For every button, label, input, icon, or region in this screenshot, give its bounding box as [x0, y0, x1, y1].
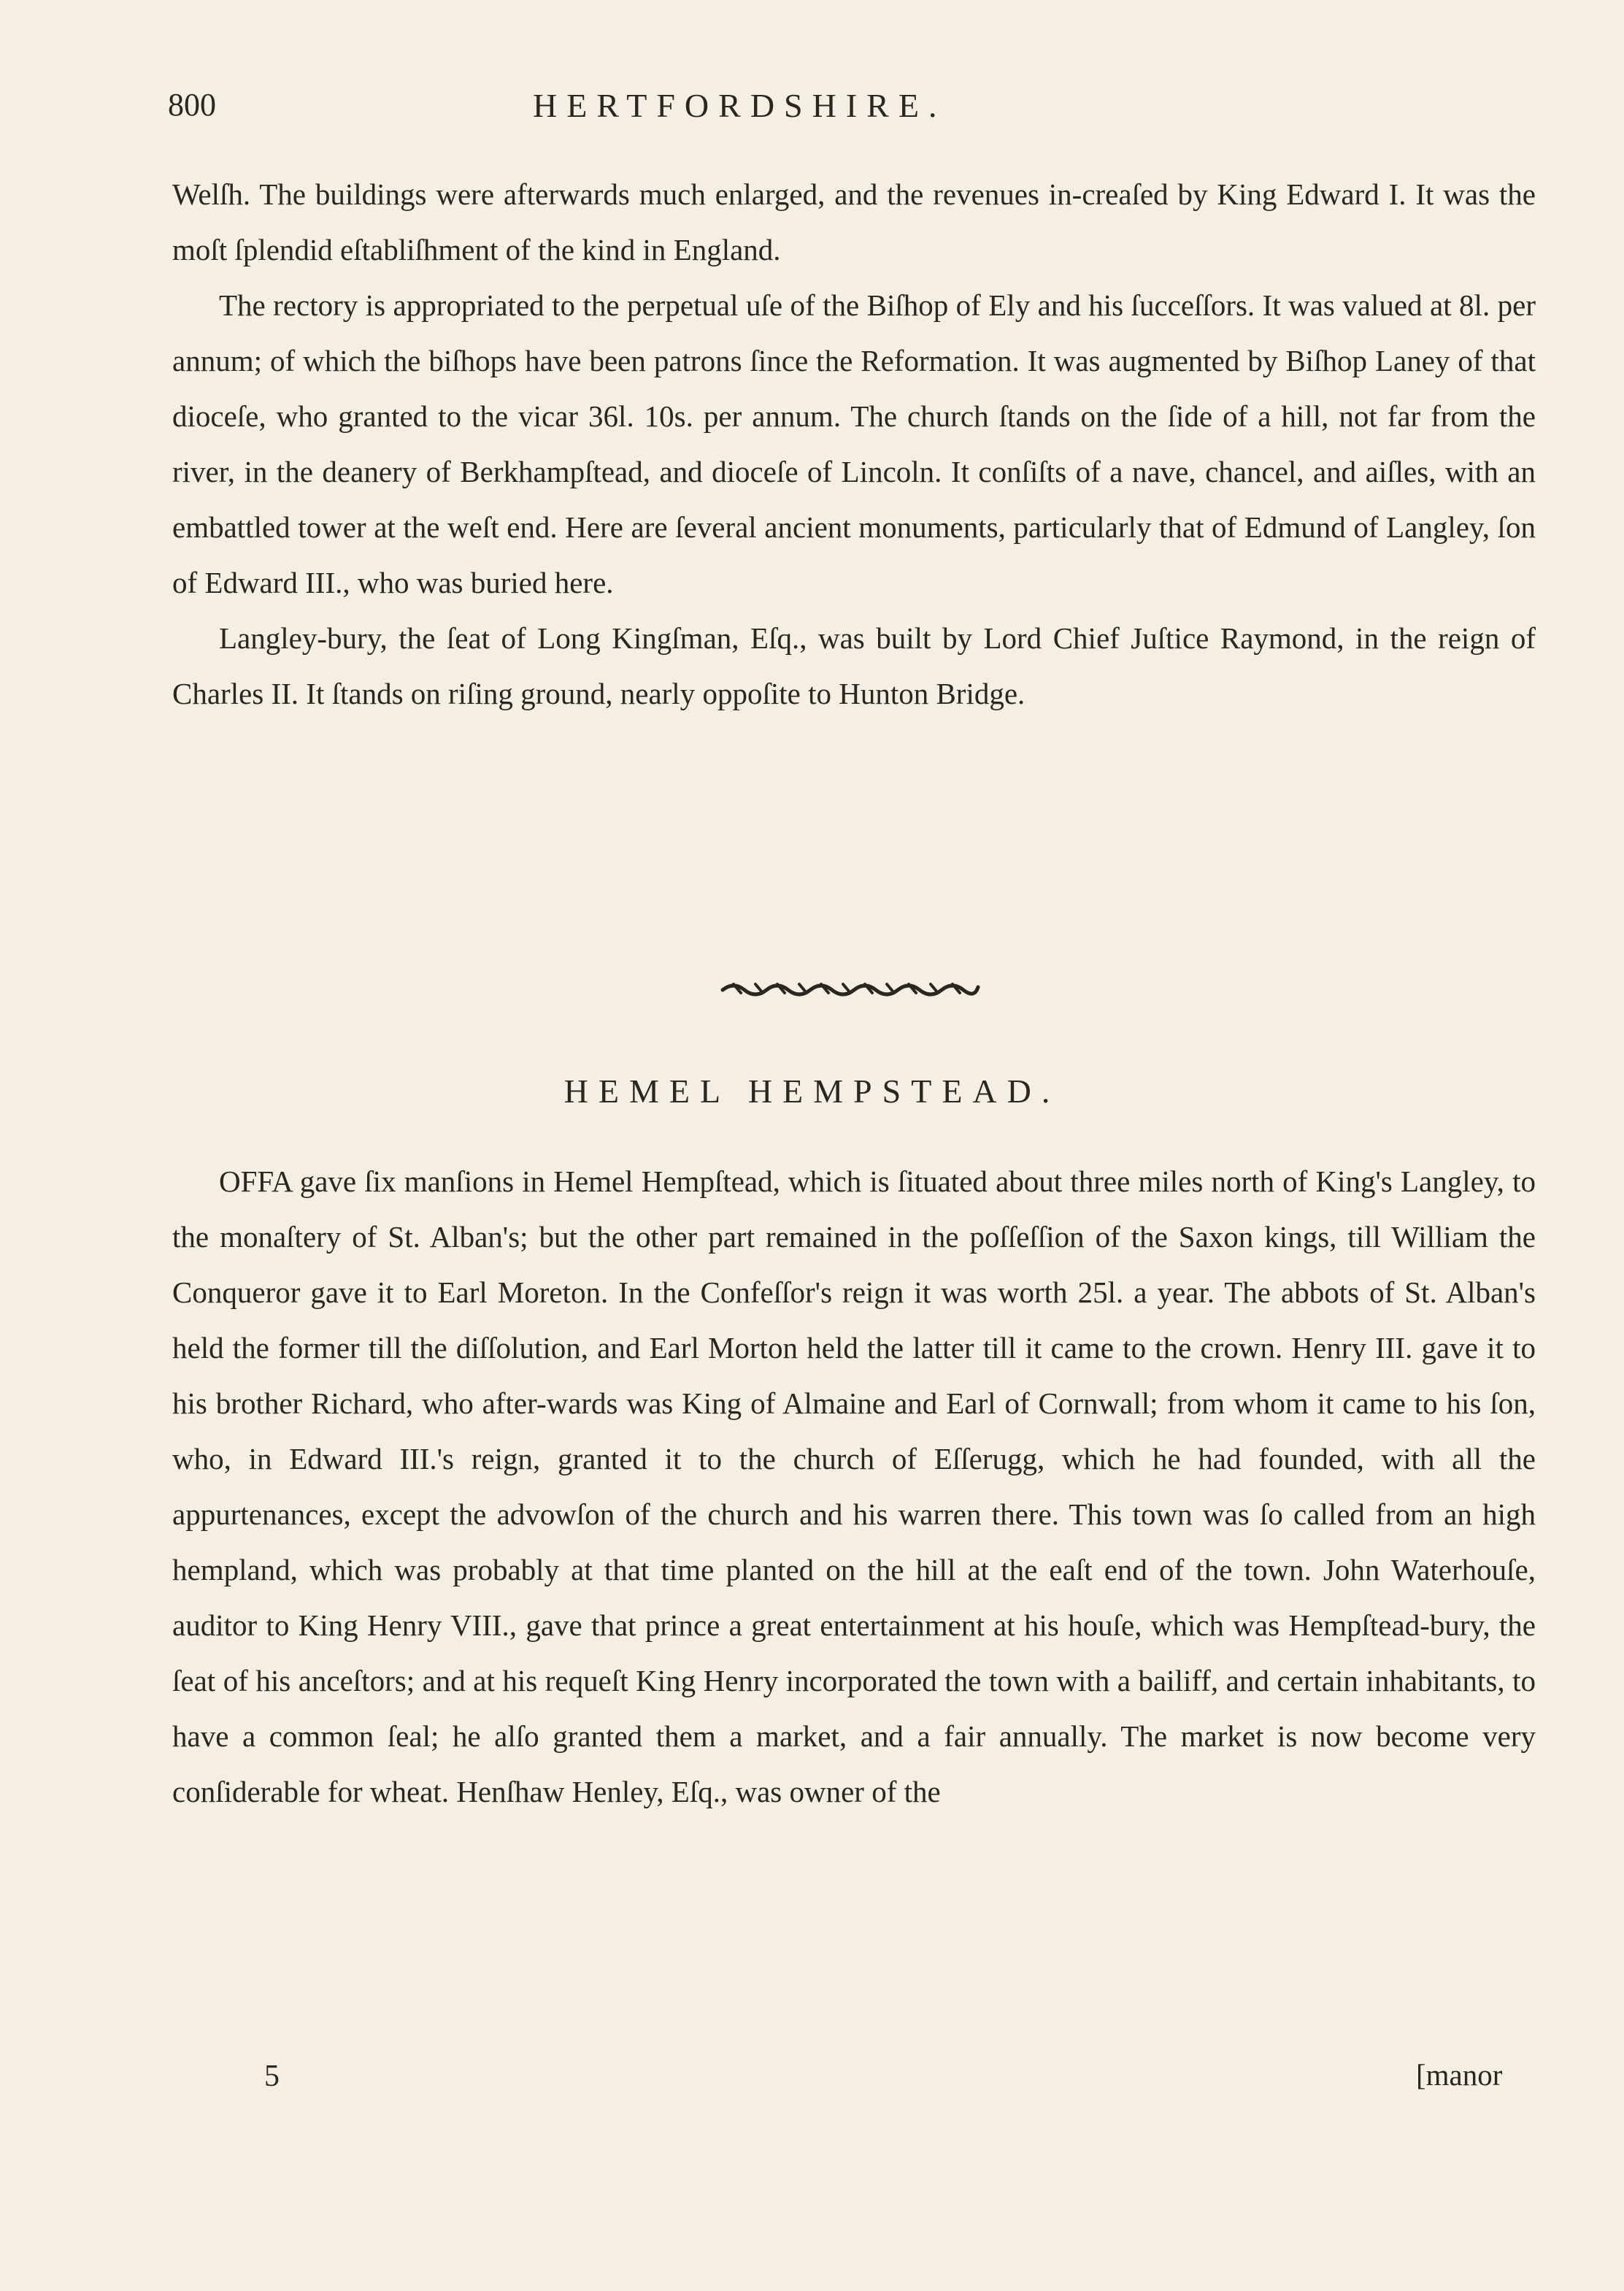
section-title: HEMEL HEMPSTEAD.: [563, 1072, 1061, 1110]
text-block-lower: [172, 1154, 1536, 1819]
running-head: [168, 86, 1540, 130]
paragraph-langley-bury: Langley-bury, the ſeat of Long Kingſman, Eſq., was built by Lord Chief Juſtice Raymond, in the reign of Charles II. It ſtands on riſing ground, nearly oppoſite to Hunton Bridge.: [172, 621, 1536, 710]
running-title: HERTFORDSHIRE.: [533, 87, 947, 124]
catchword: [manor: [1416, 2058, 1503, 2092]
ornament-divider-icon: [719, 977, 982, 999]
text-block-upper: [172, 166, 1536, 721]
signature-mark: 5: [264, 2060, 280, 2093]
page-number: 800: [168, 87, 216, 123]
paragraph-hemel-hempstead: OFFA gave ſix manſions in Hemel Hempſtead, which is ſituated about three miles north of King's Langley, to the monaſtery of St. Alban's; but the other part remained in the poſſeſſion of the Saxon kings, till William the Conqueror gave it to Earl Moreton. In the Confeſſor's reign it was worth 25l. a year. The abbots of St. Alban's held the former till the diſſolution, and Earl Morton held the latter till it came to the crown. Henry III. gave it to his brother Richard, who after-wards was King of Almaine and Earl of Cornwall; from whom it came to his ſon, who, in Edward III.'s reign, granted it to the church of Eſſerugg, which he had founded, with all the appurtenances, except the advowſon of the church and his warren there. This town was ſo called from an high hempland, which was probably at that time planted on the hill at the eaſt end of the town. John Waterhouſe, auditor to King Henry VIII., gave that prince a great entertainment at his houſe, which was Hempſtead-bury, the ſeat of his anceſtors; and at his requeſt King Henry incorporated the town with a bailiff, and certain inhabitants, to have a common ſeal; he alſo granted them a market, and a fair annually. The market is now become very conſiderable for wheat. Henſhaw Henley, Eſq., was owner of the: [172, 1164, 1536, 1808]
paragraph-rectory: The rectory is appropriated to the perpetual uſe of the Biſhop of Ely and his ſucceſſors. It was valued at 8l. per annum; of which the biſhops have been patrons ſince the Reformation. It was augmented by Biſhop Laney of that dioceſe, who granted to the vicar 36l. 10s. per annum. The church ſtands on the ſide of a hill, not far from the river, in the deanery of Berkhampſtead, and dioceſe of Lincoln. It conſiſts of a nave, chancel, and aiſles, with an embattled tower at the weſt end. Here are ſeveral ancient monuments, particularly that of Edmund of Langley, ſon of Edward III., who was buried here.: [172, 288, 1536, 599]
paragraph-continuation: Welſh. The buildings were afterwards much enlarged, and the revenues in-creaſed by King Edward I. It was the moſt ſplendid eſtabliſhment of the kind in England.: [172, 177, 1536, 266]
